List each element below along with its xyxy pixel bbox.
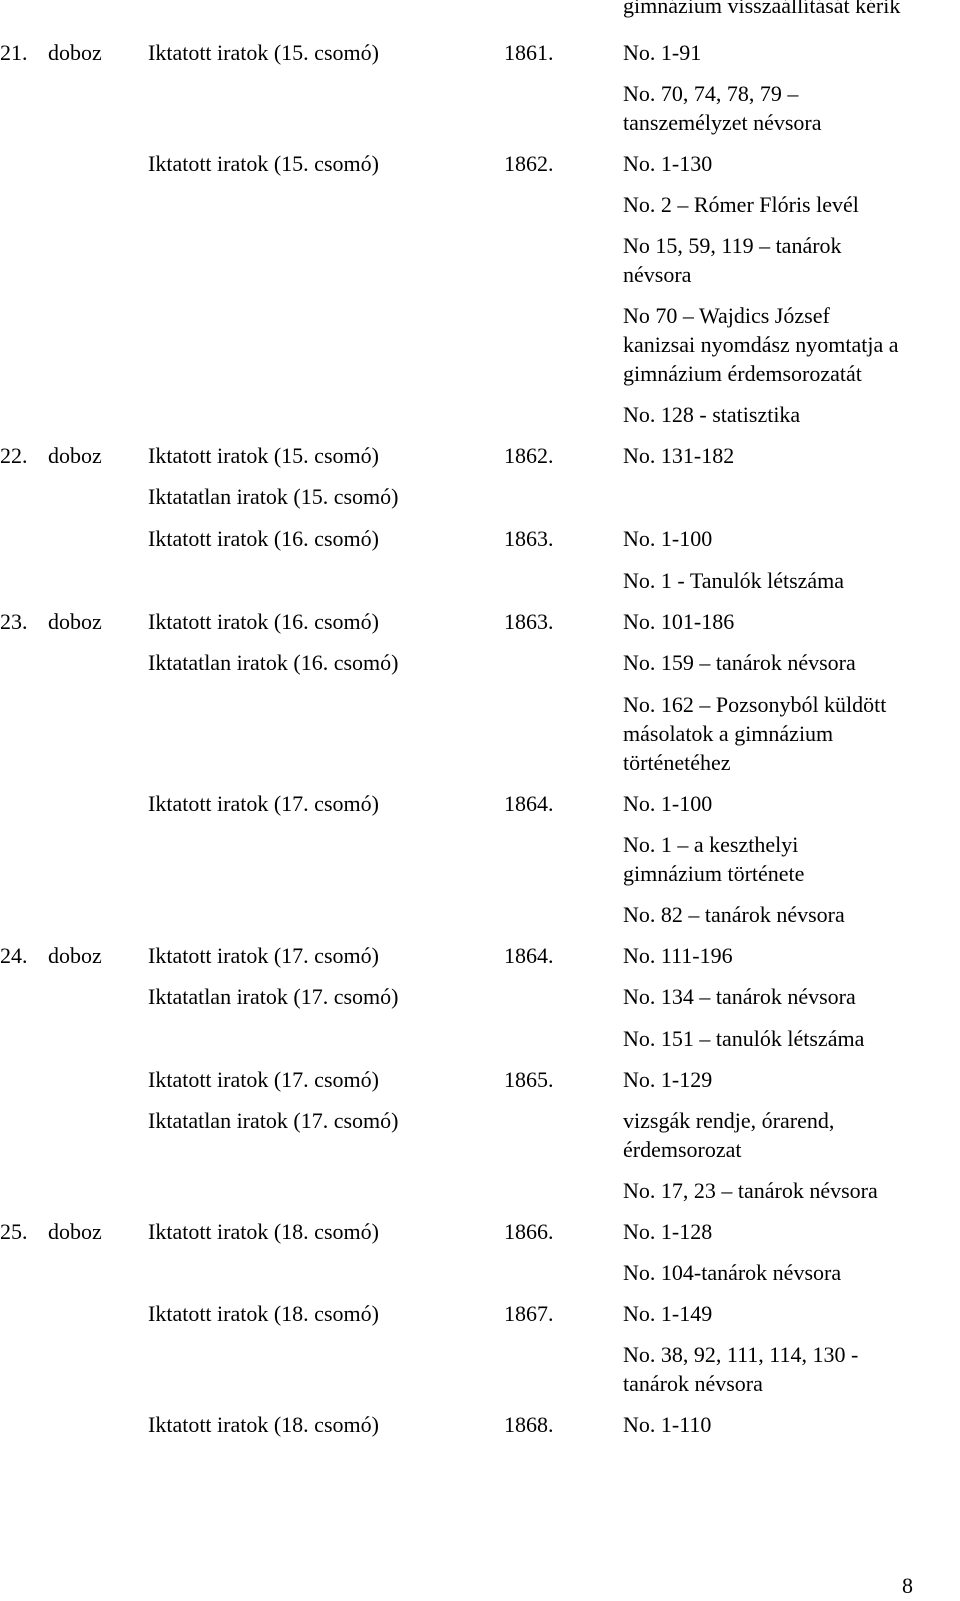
box-label: doboz (48, 40, 102, 65)
item-note: névsora (623, 262, 692, 287)
record-group: Iktatott iratok (15. csomó) (148, 443, 379, 468)
record-year: 1868. (504, 1412, 554, 1437)
item-note: No. 159 – tanárok névsora (623, 650, 856, 675)
box-label: doboz (48, 1219, 102, 1244)
item-range: No. 131-182 (623, 443, 735, 468)
box-label: doboz (48, 443, 102, 468)
item-range: No. 1-128 (623, 1219, 713, 1244)
item-note: No 15, 59, 119 – tanárok (623, 233, 842, 258)
item-note: érdemsorozat (623, 1137, 742, 1162)
item-note: No. 104-tanárok névsora (623, 1260, 842, 1285)
record-year: 1867. (504, 1301, 554, 1326)
record-group: Iktatott iratok (15. csomó) (148, 151, 379, 176)
box-label: doboz (48, 943, 102, 968)
record-group: Iktatatlan iratok (17. csomó) (148, 984, 399, 1009)
item-note: tanszemélyzet névsora (623, 110, 822, 135)
record-group: Iktatott iratok (16. csomó) (148, 609, 379, 634)
item-note: másolatok a gimnázium (623, 721, 834, 746)
item-note: No. 38, 92, 111, 114, 130 - (623, 1342, 859, 1367)
item-note: tanárok névsora (623, 1371, 763, 1396)
item-note: No. 1 – a keszthelyi (623, 832, 799, 857)
box-label: doboz (48, 609, 102, 634)
item-note: gimnázium érdemsorozatát (623, 361, 862, 386)
item-note: No. 70, 74, 78, 79 – (623, 81, 799, 106)
item-range: No. 1-149 (623, 1301, 713, 1326)
item-range: No. 1-100 (623, 526, 713, 551)
item-range: No. 1-129 (623, 1067, 713, 1092)
item-note: No. 17, 23 – tanárok névsora (623, 1178, 878, 1203)
record-year: 1863. (504, 609, 554, 634)
item-range: No. 101-186 (623, 609, 735, 634)
box-number: 23. (0, 609, 28, 634)
item-note: gimnázium története (623, 861, 805, 886)
item-note: No. 82 – tanárok névsora (623, 902, 845, 927)
record-year: 1866. (504, 1219, 554, 1244)
record-group: Iktatatlan iratok (16. csomó) (148, 650, 399, 675)
record-group: Iktatott iratok (18. csomó) (148, 1412, 379, 1437)
item-range: No. 111-196 (623, 943, 733, 968)
item-note: No. 128 - statisztika (623, 402, 801, 427)
item-note: No. 162 – Pozsonyból küldött (623, 692, 887, 717)
record-year: 1864. (504, 791, 554, 816)
box-number: 25. (0, 1219, 28, 1244)
item-range: No. 1-110 (623, 1412, 712, 1437)
item-note: No. 2 – Rómer Flóris levél (623, 192, 859, 217)
item-note: No. 151 – tanulók létszáma (623, 1026, 865, 1051)
item-note: történetéhez (623, 750, 731, 775)
box-number: 22. (0, 443, 28, 468)
record-group: Iktatott iratok (17. csomó) (148, 1067, 379, 1092)
item-note: kanizsai nyomdász nyomtatja a (623, 332, 899, 357)
record-group: Iktatott iratok (18. csomó) (148, 1219, 379, 1244)
item-note: gimnázium visszaállítását kérik (623, 0, 901, 18)
record-group: Iktatott iratok (17. csomó) (148, 943, 379, 968)
record-year: 1862. (504, 443, 554, 468)
item-range: No. 1-130 (623, 151, 713, 176)
record-year: 1864. (504, 943, 554, 968)
item-range: No. 1-91 (623, 40, 702, 65)
item-note: No 70 – Wajdics József (623, 303, 830, 328)
record-group: Iktatott iratok (17. csomó) (148, 791, 379, 816)
item-note: No. 134 – tanárok névsora (623, 984, 856, 1009)
record-group: Iktatott iratok (16. csomó) (148, 526, 379, 551)
record-group: Iktatott iratok (18. csomó) (148, 1301, 379, 1326)
record-group: Iktatott iratok (15. csomó) (148, 40, 379, 65)
item-note: No. 1 - Tanulók létszáma (623, 568, 845, 593)
record-group: Iktatatlan iratok (15. csomó) (148, 484, 399, 509)
record-year: 1861. (504, 40, 554, 65)
box-number: 21. (0, 40, 28, 65)
record-year: 1865. (504, 1067, 554, 1092)
item-range: No. 1-100 (623, 791, 713, 816)
page-number: 8 (902, 1573, 913, 1598)
record-year: 1863. (504, 526, 554, 551)
record-group: Iktatatlan iratok (17. csomó) (148, 1108, 399, 1133)
item-note: vizsgák rendje, órarend, (623, 1108, 835, 1133)
box-number: 24. (0, 943, 28, 968)
record-year: 1862. (504, 151, 554, 176)
